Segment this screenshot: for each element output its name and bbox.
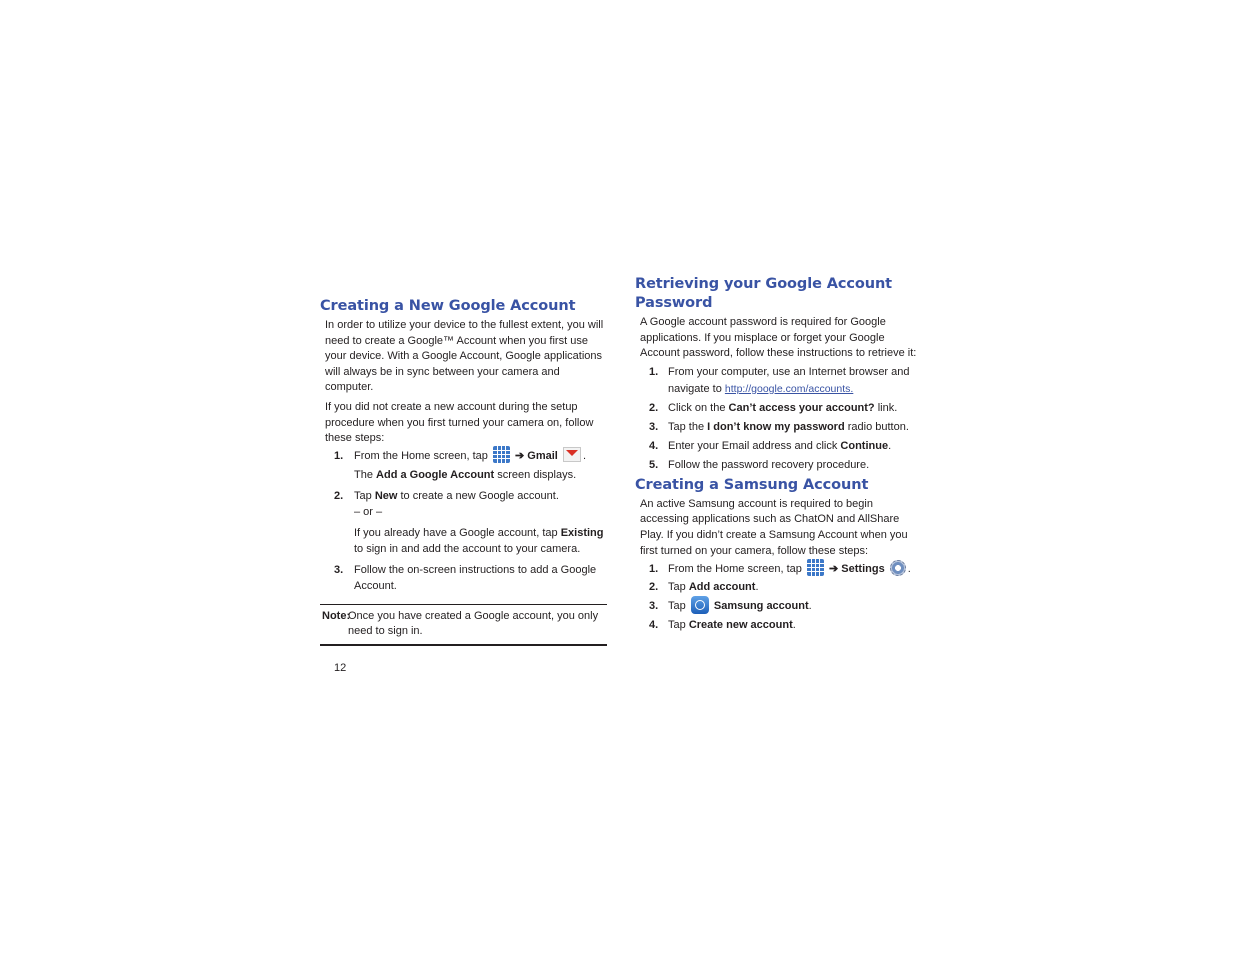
step-number: 2. xyxy=(334,489,344,502)
step-text: radio button. xyxy=(847,420,909,433)
setup-paragraph: If you did not create a new account during the setup procedure when you first turned your camera on, follow these steps: xyxy=(325,400,594,445)
step-punct: . xyxy=(808,600,812,613)
new-label: New xyxy=(374,489,398,502)
google-steps-list xyxy=(320,448,610,594)
google-accounts-link[interactable]: http://google.com/accounts. xyxy=(724,382,854,395)
add-account-label: Add account xyxy=(688,581,756,594)
step-text: Click on the xyxy=(668,401,726,414)
password-steps-list xyxy=(635,364,920,473)
step-punct: . xyxy=(792,619,796,632)
step-text: Enter your Email address and click xyxy=(668,439,838,452)
step-number: 3. xyxy=(649,600,659,613)
step-number: 5. xyxy=(649,458,659,471)
step-text: From your computer, use an Internet browser and navigate to xyxy=(668,365,910,395)
step-number: 2. xyxy=(649,401,659,414)
password-step-4 xyxy=(635,438,920,454)
samsung-step-2 xyxy=(635,579,920,595)
or-separator: – or – xyxy=(354,505,383,518)
step-text: to create a new Google account. xyxy=(400,489,559,502)
step-text: Tap xyxy=(354,489,372,502)
step-number: 1. xyxy=(649,365,659,378)
step-text: link. xyxy=(877,401,898,414)
google-step-3 xyxy=(320,562,610,594)
password-intro: A Google account password is required for Google applications. If you misplace or forget your Google Account password, follow these instructions to retrieve it: xyxy=(640,316,917,360)
password-step-5 xyxy=(635,457,920,473)
note-text: Once you have created a Google account, you only need to sign in. xyxy=(348,609,599,637)
alt-text: to sign in and add the account to your camera. xyxy=(354,542,581,555)
samsung-account-label: Samsung account xyxy=(713,600,809,613)
step-text: From the Home screen, tap xyxy=(668,563,802,576)
intro-paragraph: In order to utilize your device to the fullest extent, you will need to create a Google™ Account when you first use your device. With a Google Account, Google applications will always be in sync between your camera and computer. xyxy=(325,319,604,394)
step-text: Follow the password recovery procedure. xyxy=(668,458,870,471)
cant-access-label: Can’t access your account? xyxy=(728,401,875,414)
samsung-account-icon xyxy=(691,596,709,614)
arrow-icon: ➔ xyxy=(829,563,839,576)
heading-create-samsung-account: Creating a Samsung Account xyxy=(635,476,869,493)
google-step-2 xyxy=(320,488,610,504)
samsung-step-1 xyxy=(635,561,920,577)
password-step-2 xyxy=(635,400,920,416)
existing-label: Existing xyxy=(560,526,604,539)
note-box xyxy=(320,604,607,646)
gmail-label: Gmail xyxy=(527,449,558,462)
step-number: 2. xyxy=(649,581,659,594)
step-1-result xyxy=(320,467,610,483)
heading-retrieve-password: Retrieving your Google Account Password xyxy=(635,276,893,311)
result-text: The xyxy=(354,468,373,481)
step-number: 3. xyxy=(334,563,344,576)
alt-text: If you already have a Google account, tap xyxy=(354,526,558,539)
step-number: 3. xyxy=(649,420,659,433)
add-google-account-label: Add a Google Account xyxy=(376,468,495,481)
page-number: 12 xyxy=(334,662,347,674)
apps-grid-icon xyxy=(493,446,510,463)
samsung-step-3 xyxy=(635,598,920,614)
samsung-steps-list xyxy=(635,561,920,633)
settings-gear-icon xyxy=(890,560,906,576)
heading-create-google-account: Creating a New Google Account xyxy=(320,298,576,314)
step-text: From the Home screen, tap xyxy=(354,449,488,462)
step-punct: . xyxy=(888,439,892,452)
create-new-account-label: Create new account xyxy=(688,619,793,632)
samsung-intro: An active Samsung account is required to begin accessing applications such as ChatON and AllShare Play. If you didn’t create a Samsung Account when you first turned on your camera, follow these steps: xyxy=(640,497,908,557)
step-punct: . xyxy=(582,449,586,462)
step-number: 4. xyxy=(649,439,659,452)
note-label: Note: xyxy=(322,609,351,622)
right-column xyxy=(635,275,920,633)
step-punct: . xyxy=(907,563,911,576)
arrow-icon: ➔ xyxy=(515,449,525,462)
continue-label: Continue xyxy=(840,439,889,452)
step-punct: . xyxy=(755,581,759,594)
password-step-1 xyxy=(635,364,920,398)
step-text: Tap xyxy=(668,581,686,594)
step-text: Tap xyxy=(668,619,686,632)
samsung-step-4 xyxy=(635,617,920,633)
password-step-3 xyxy=(635,419,920,435)
apps-grid-icon xyxy=(807,559,824,576)
left-column xyxy=(320,297,610,646)
step-number: 4. xyxy=(649,619,659,632)
settings-label: Settings xyxy=(841,563,885,576)
step-text: Tap the xyxy=(668,420,705,433)
step-2-alternative xyxy=(320,525,610,557)
google-step-1 xyxy=(320,448,610,464)
dont-know-password-label: I don’t know my password xyxy=(707,420,845,433)
step-number: 1. xyxy=(334,449,344,462)
step-text: Tap xyxy=(668,600,686,613)
gmail-icon xyxy=(563,447,581,462)
step-number: 1. xyxy=(649,563,659,576)
result-text: screen displays. xyxy=(497,468,577,481)
step-text: Follow the on-screen instructions to add a Google Account. xyxy=(354,563,597,592)
